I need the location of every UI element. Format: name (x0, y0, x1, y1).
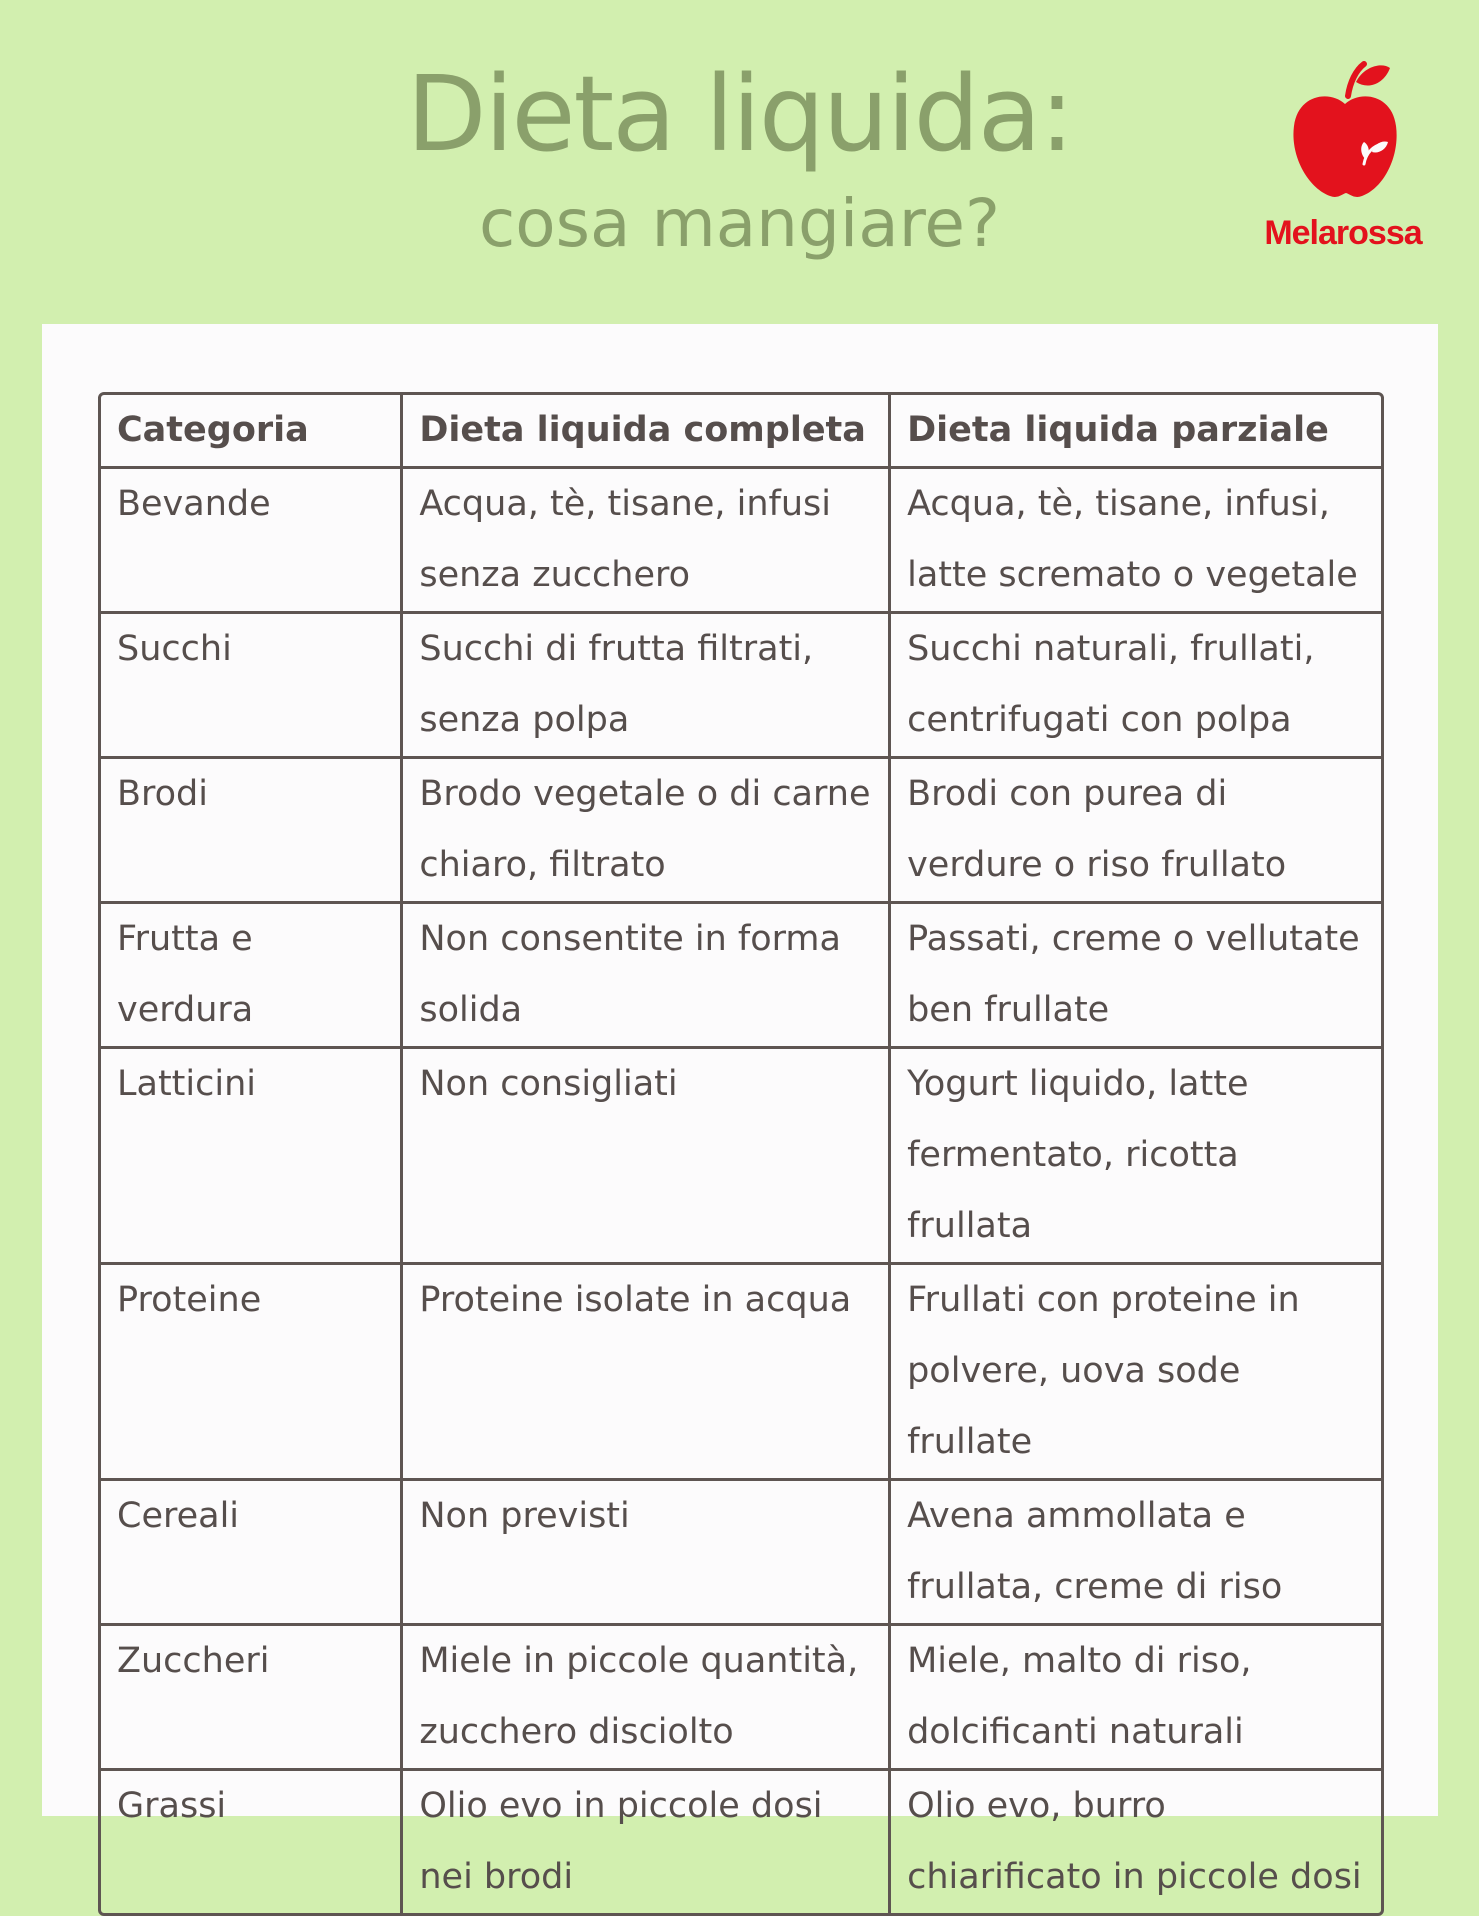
table-row (101, 1265, 1381, 1481)
row-category: Cereali (101, 1481, 403, 1626)
row-category: Brodi (101, 759, 403, 904)
row-parziale: Frullati con proteine in polvere, uova sode frullate (891, 1265, 1381, 1481)
table-row (101, 1481, 1381, 1626)
table-row (101, 1771, 1381, 1913)
row-parziale: Succhi naturali, frullati, centrifugati con polpa (891, 614, 1381, 759)
row-category: Frutta e verdura (101, 904, 403, 1049)
row-parziale: Acqua, tè, tisane, infusi, latte scremato o vegetale (891, 469, 1381, 614)
table-row (101, 1626, 1381, 1771)
row-completa: Succhi di frutta filtrati, senza polpa (403, 614, 891, 759)
row-category: Grassi (101, 1771, 403, 1913)
column-header-completa: Dieta liquida completa (403, 395, 891, 469)
column-header-parziale: Dieta liquida parziale (891, 395, 1381, 469)
row-completa: Olio evo in piccole dosi nei brodi (403, 1771, 891, 1913)
page-subtitle: cosa mangiare? (478, 185, 1001, 262)
table-card (42, 324, 1438, 1897)
row-category: Zuccheri (101, 1626, 403, 1771)
row-completa: Miele in piccole quantità, zucchero disciolto (403, 1626, 891, 1771)
row-parziale: Miele, malto di riso, dolcificanti naturali (891, 1626, 1381, 1771)
row-parziale: Brodi con purea di verdure o riso frullato (891, 759, 1381, 904)
table-row (101, 1049, 1381, 1265)
table-row (101, 759, 1381, 904)
row-parziale: Yogurt liquido, latte fermentato, ricotta frullata (891, 1049, 1381, 1265)
table-header-row (101, 395, 1381, 469)
row-category: Latticini (101, 1049, 403, 1265)
row-category: Succhi (101, 614, 403, 759)
table-row (101, 904, 1381, 1049)
row-completa: Proteine isolate in acqua (403, 1265, 891, 1481)
diet-table (98, 392, 1384, 1916)
table-row (101, 469, 1381, 614)
row-parziale: Avena ammollata e frullata, creme di riso (891, 1481, 1381, 1626)
row-parziale: Passati, creme o vellutate ben frullate (891, 904, 1381, 1049)
row-category: Proteine (101, 1265, 403, 1481)
apple-icon (1290, 60, 1400, 200)
table-row (101, 614, 1381, 759)
row-completa: Acqua, tè, tisane, infusi senza zucchero (403, 469, 891, 614)
column-header-categoria: Categoria (101, 395, 403, 469)
row-completa: Non consentite in forma solida (403, 904, 891, 1049)
melarossa-logo[interactable] (1248, 60, 1438, 260)
row-completa: Non previsti (403, 1481, 891, 1626)
page-title: Dieta liquida: (406, 53, 1073, 175)
header (0, 0, 1479, 320)
row-category: Bevande (101, 469, 403, 614)
row-completa: Non consigliati (403, 1049, 891, 1265)
logo-text: Melarossa (1264, 214, 1422, 252)
row-completa: Brodo vegetale o di carne chiaro, filtrato (403, 759, 891, 904)
row-parziale: Olio evo, burro chiarificato in piccole dosi (907, 1786, 1362, 1897)
